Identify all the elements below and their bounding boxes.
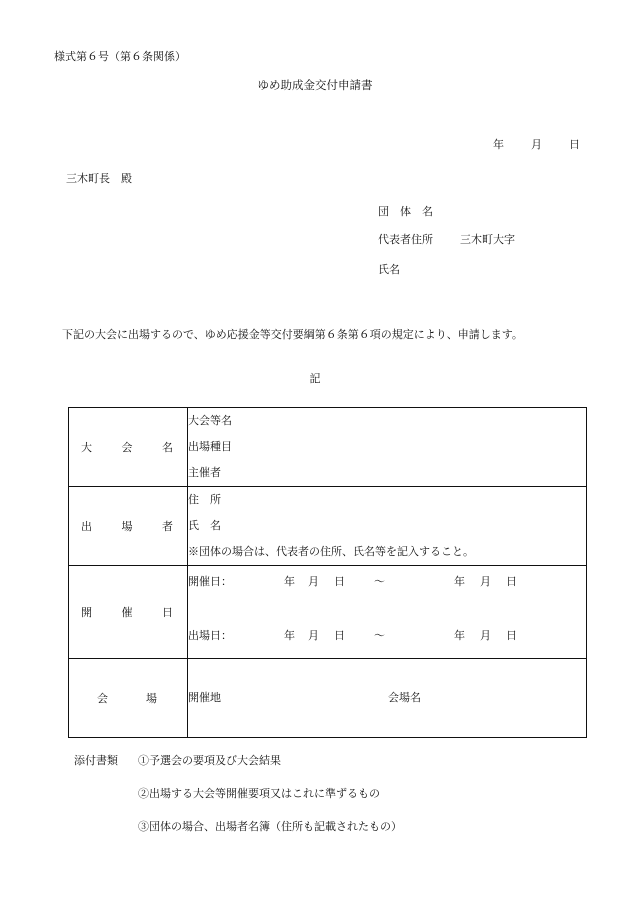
- tilde-separator: ～: [374, 629, 385, 642]
- event-header-char: 大: [81, 441, 92, 454]
- start-year-label: 年: [284, 575, 295, 588]
- event-header-char: 名: [162, 441, 173, 454]
- end-year-label: 年: [454, 575, 465, 588]
- document-title: ゆめ助成金交付申請書: [257, 78, 373, 92]
- event-header-char: 会: [121, 441, 133, 454]
- start-month-label: 月: [308, 575, 319, 588]
- event-header-cell: [69, 408, 188, 487]
- details-table: [68, 407, 587, 738]
- addressee: 三木町長 殿: [66, 172, 132, 185]
- dates-header-cell: [69, 566, 188, 659]
- dates-header-char: 開: [81, 606, 92, 619]
- event-row: [69, 408, 587, 487]
- venue-header-cell: [69, 659, 188, 738]
- venue-header-char: 場: [146, 692, 157, 705]
- date-day-label: 日: [569, 138, 580, 151]
- date-month-label: 月: [531, 138, 542, 151]
- venue-place-label: 開催地: [188, 691, 221, 704]
- org-name-label: 団 体 名: [378, 205, 433, 218]
- attachments-label: 添付書類: [74, 754, 118, 767]
- dates-row: [69, 566, 587, 659]
- event-name-line: 大会等名: [188, 414, 232, 427]
- venue-content-cell[interactable]: [188, 659, 587, 738]
- end-month-label: 月: [480, 629, 491, 642]
- ki-heading: 記: [309, 372, 321, 385]
- event-organizer-line: 主催者: [188, 466, 221, 479]
- participation-date-row: [188, 626, 586, 646]
- tilde-separator: ～: [374, 575, 385, 588]
- applicant-name-label: 氏名: [378, 263, 400, 276]
- participant-header-char: 場: [121, 520, 133, 533]
- dates-content-cell[interactable]: [188, 566, 587, 659]
- participant-note: ※団体の場合は、代表者の住所、氏名等を記入すること。: [188, 545, 474, 558]
- form-number: 様式第６号（第６条関係）: [54, 50, 186, 63]
- end-day-label: 日: [506, 575, 517, 588]
- body-paragraph: 下記の大会に出場するので、ゆめ応援金等交付要綱第６条第６項の規定により、申請します。: [62, 328, 523, 341]
- venue-header-char: 会: [97, 692, 108, 705]
- participant-content-cell[interactable]: [188, 487, 587, 566]
- participant-header-cell: [69, 487, 188, 566]
- event-category-line: 出場種目: [188, 440, 232, 453]
- start-month-label: 月: [308, 629, 319, 642]
- venue-hall-label: 会場名: [388, 691, 421, 704]
- start-day-label: 日: [334, 575, 345, 588]
- attachment-item: ③団体の場合、出場者名簿（住所も記載されたもの）: [138, 820, 402, 833]
- attachment-item: ②出場する大会等開催要項又はこれに準ずるもの: [138, 787, 380, 800]
- event-date-row: [188, 572, 586, 592]
- attachment-item: ①予選会の要項及び大会結果: [138, 754, 281, 767]
- participant-header-char: 出: [81, 520, 92, 533]
- date-row-label: 出場日：: [188, 629, 232, 642]
- venue-row: [69, 659, 587, 738]
- rep-address-value: 三木町大字: [460, 233, 515, 246]
- end-day-label: 日: [506, 629, 517, 642]
- start-day-label: 日: [334, 629, 345, 642]
- participant-header-char: 者: [162, 520, 173, 533]
- participant-row: [69, 487, 587, 566]
- participant-address-line: 住 所: [188, 493, 221, 506]
- participant-name-line: 氏 名: [188, 519, 221, 532]
- end-year-label: 年: [454, 629, 465, 642]
- end-month-label: 月: [480, 575, 491, 588]
- date-year-label: 年: [493, 138, 504, 151]
- dates-header-char: 催: [121, 606, 133, 619]
- rep-address-label: 代表者住所: [378, 233, 433, 246]
- dates-header-char: 日: [162, 606, 173, 619]
- start-year-label: 年: [284, 629, 295, 642]
- date-row-label: 開催日：: [188, 575, 232, 588]
- event-content-cell[interactable]: [188, 408, 587, 487]
